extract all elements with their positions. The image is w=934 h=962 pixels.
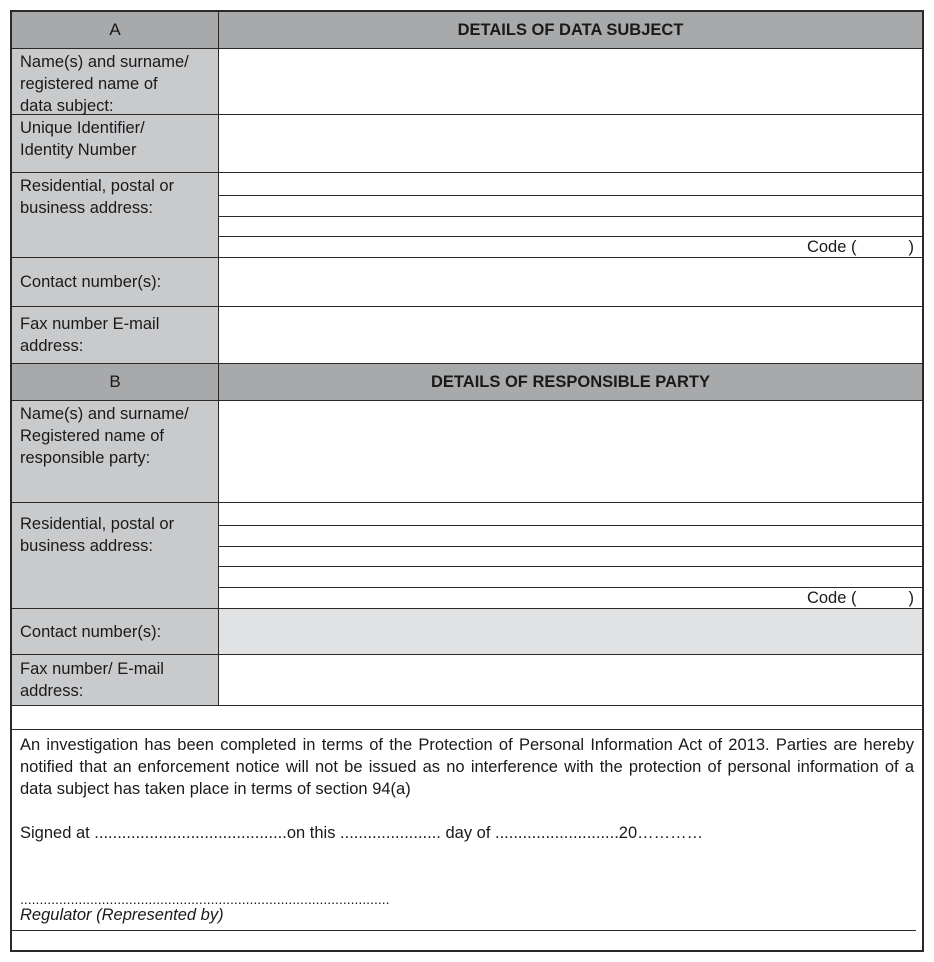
responsible-party-name-row (12, 401, 922, 503)
data-subject-address-row (12, 173, 922, 258)
responsible-party-address-field[interactable] (219, 503, 922, 608)
data-subject-identifier-label: Unique Identifier/ Identity Number (12, 115, 219, 172)
signed-line[interactable]: Signed at ..........................................on this ...................... day of ...........................20………… (20, 824, 704, 842)
data-subject-contact-label: Contact number(s): (12, 258, 219, 306)
responsible-party-address-label: Residential, postal or business address: (12, 503, 219, 608)
data-subject-identifier-field[interactable] (219, 115, 922, 172)
data-subject-contact-row (12, 258, 922, 307)
data-subject-address-field[interactable] (219, 173, 922, 257)
signature-line[interactable]: ............................................................................................... (20, 891, 390, 907)
code-close: ) (908, 589, 914, 607)
data-subject-address-label: Residential, postal or business address: (12, 173, 219, 257)
address-line-divider (219, 195, 922, 196)
code-close: ) (908, 238, 914, 256)
address-line-divider (219, 546, 922, 547)
regulator-label: Regulator (Represented by) (20, 906, 224, 924)
responsible-party-fax-row (12, 655, 922, 706)
data-subject-postal-code[interactable] (807, 237, 914, 257)
data-subject-name-field[interactable] (219, 49, 922, 114)
code-label: Code ( (806, 589, 857, 607)
responsible-party-name-field[interactable] (219, 401, 922, 502)
responsible-party-postal-code[interactable] (807, 588, 914, 608)
responsible-party-fax-label: Fax number/ E-mail address: (12, 655, 219, 705)
section-b-header (12, 364, 922, 401)
data-subject-name-row (12, 49, 922, 115)
section-a-letter: A (12, 12, 219, 48)
responsible-party-name-label: Name(s) and surname/ Registered name of responsible party: (12, 401, 219, 502)
data-subject-name-label: Name(s) and surname/ registered name of data subject: (12, 49, 219, 114)
spacer-row (12, 705, 922, 729)
code-label: Code ( (806, 238, 857, 256)
address-line-divider (219, 525, 922, 526)
notice-block (12, 729, 922, 932)
data-subject-identifier-row (12, 115, 922, 173)
responsible-party-contact-row (12, 609, 922, 655)
address-line-divider (219, 566, 922, 567)
notice-text: An investigation has been completed in terms of the Protection of Personal Information Act of 2013. Parties are hereby notified that an enforcement notice will not be issued as no interference with the protection of personal information of a data subject has taken place in terms of section 94(a) (20, 736, 914, 798)
section-a-title: DETAILS OF DATA SUBJECT (219, 12, 922, 48)
bottom-divider (12, 930, 916, 931)
data-subject-fax-field[interactable] (219, 307, 922, 363)
responsible-party-fax-field[interactable] (219, 655, 922, 705)
address-line-divider (219, 216, 922, 217)
responsible-party-contact-label: Contact number(s): (12, 609, 219, 654)
section-b-letter: B (12, 364, 219, 400)
data-subject-fax-row (12, 307, 922, 364)
data-subject-contact-field[interactable] (219, 258, 922, 306)
section-a-header (12, 12, 922, 49)
enforcement-notice-form (10, 10, 924, 952)
data-subject-fax-label: Fax number E-mail address: (12, 307, 219, 363)
responsible-party-address-row (12, 503, 922, 609)
responsible-party-contact-field[interactable] (219, 609, 922, 654)
section-b-title: DETAILS OF RESPONSIBLE PARTY (219, 364, 922, 400)
